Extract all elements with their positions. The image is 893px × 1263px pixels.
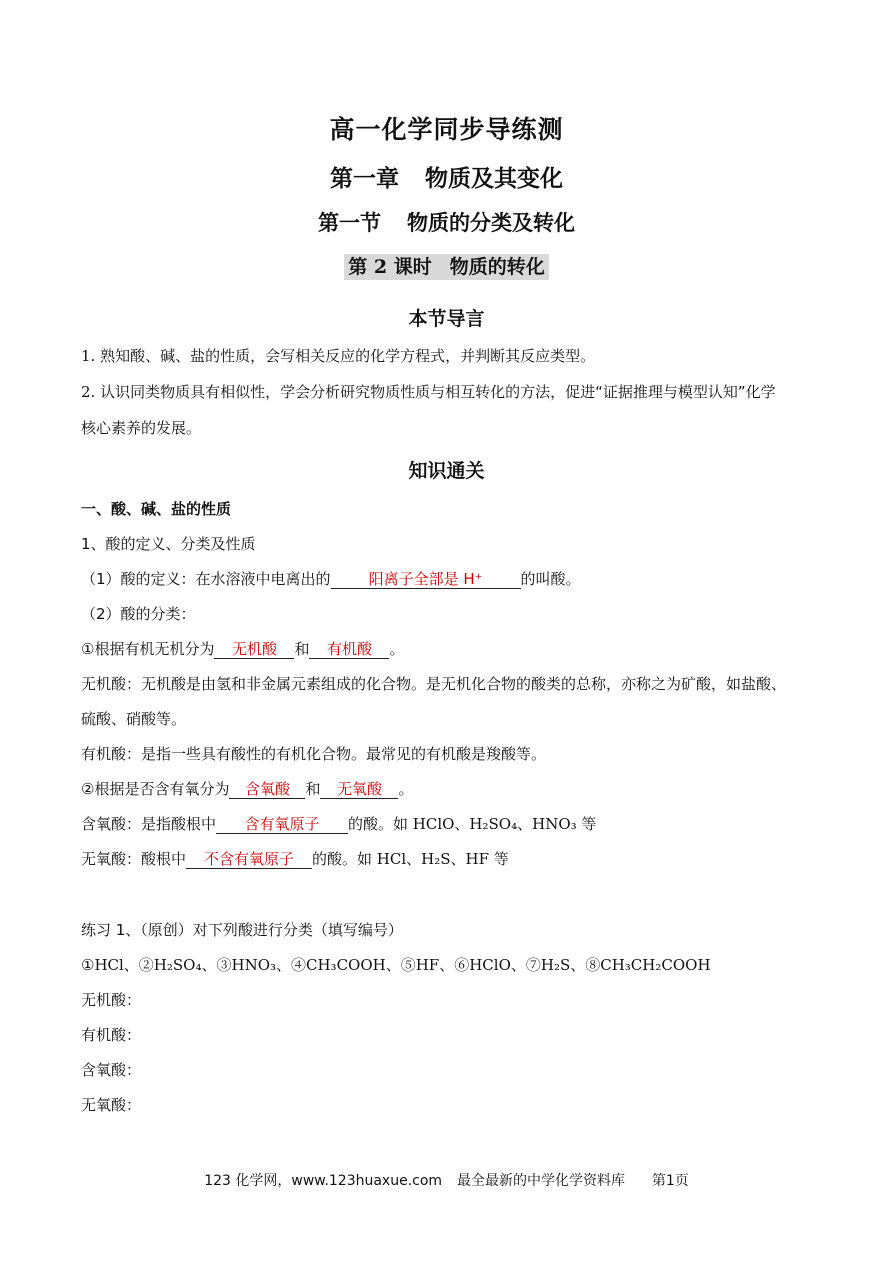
footer-page-number: 第1页 <box>651 1173 689 1189</box>
class2-and: 和 <box>305 780 321 798</box>
chapter-heading <box>0 160 893 193</box>
organic-acid-desc: 有机酸：是指一些具有酸性的有机化合物。最常见的有机酸是羧酸等。 <box>81 745 547 763</box>
exercise-title: 练习 1、（原创）对下列酸进行分类（填写编号） <box>81 921 403 939</box>
chapter-name: 物质及其变化 <box>425 165 563 192</box>
exercise-q-oxyacid: 含氧酸： <box>81 1061 142 1079</box>
acid-definition <box>81 569 581 589</box>
part1-title: 一、酸、碱、盐的性质 <box>81 500 232 518</box>
nonoxyacid-definition <box>81 849 509 869</box>
intro-item-2-number: 2. <box>81 383 96 401</box>
section-name: 物质的分类及转化 <box>407 210 575 235</box>
intro-heading: 本节导言 <box>408 308 485 330</box>
intro-item-1-number: 1. <box>81 347 96 365</box>
class1-end: 。 <box>389 640 405 658</box>
exercise-q-inorganic: 无机酸： <box>81 991 142 1009</box>
lesson-name: 物质的转化 <box>449 256 545 278</box>
lesson-heading <box>0 252 893 279</box>
inorganic-acid-desc: 无机酸：无机酸是由氢和非金属元素组成的化合物。是无机化合物的酸类的总称，亦称之为矿酸，如盐酸、 <box>81 675 787 693</box>
document-title: 高一化学同步导练测 <box>329 115 564 144</box>
class2-prefix: ②根据是否含有氧分为 <box>81 780 230 798</box>
intro-item-1-text: 熟知酸、碱、盐的性质，会写相关反应的化学方程式，并判断其反应类型。 <box>100 347 596 365</box>
knowledge-heading: 知识通关 <box>408 460 485 482</box>
oxyacid-prefix: 含氧酸：是指酸根中 <box>81 815 217 833</box>
lesson-highlight <box>344 254 548 280</box>
section-number: 第一节 <box>318 210 381 235</box>
exercise-q-organic: 有机酸： <box>81 1026 142 1044</box>
oxyacid-suffix: 的酸。如 HClO、H₂SO₄、HNO₃ 等 <box>348 815 597 833</box>
nonoxyacid-answer: 不含有氧原子 <box>186 850 312 869</box>
class2-answer-nonoxyacid: 无氧酸 <box>320 780 398 799</box>
intro-item-2-text: 认识同类物质具有相似性，学会分析研究物质性质与相互转化的方法，促进“证据推理与模型认知”化学 <box>100 383 776 401</box>
section-heading <box>0 207 893 237</box>
intro-item-2 <box>81 382 776 402</box>
footer-site: 123 化学网，www.123huaxue.com <box>204 1173 443 1189</box>
page-footer <box>0 1170 893 1190</box>
exercise-acid-list: ①HCl、②H₂SO₄、③HNO₃、④CH₃COOH、⑤HF、⑥HClO、⑦H₂S、⑧CH₃CH₂COOH <box>81 956 711 974</box>
definition-label: （1）酸的定义：在水溶液中电离出的 <box>81 570 331 588</box>
intro-item-2-continued: 核心素养的发展。 <box>81 419 202 437</box>
nonoxyacid-prefix: 无氧酸：酸根中 <box>81 850 187 868</box>
inorganic-acid-desc-continued: 硫酸、硝酸等。 <box>81 710 187 728</box>
class2-answer-oxyacid: 含氧酸 <box>229 780 305 799</box>
definition-suffix: 的叫酸。 <box>520 570 581 588</box>
nonoxyacid-suffix: 的酸。如 HCl、H₂S、HF 等 <box>312 850 509 868</box>
chapter-number: 第一章 <box>330 165 399 192</box>
classification-organic-inorganic <box>81 639 404 659</box>
acid-classification-label: （2）酸的分类： <box>81 605 196 623</box>
class1-answer-organic: 有机酸 <box>309 640 389 659</box>
oxyacid-answer: 含有氧原子 <box>216 815 348 834</box>
intro-item-1 <box>81 346 595 366</box>
class2-end: 。 <box>398 780 414 798</box>
lesson-number: 第 2 课时 <box>348 256 432 278</box>
class1-prefix: ①根据有机无机分为 <box>81 640 215 658</box>
class1-and: 和 <box>294 640 310 658</box>
footer-description: 最全最新的中学化学资料库 <box>456 1173 625 1189</box>
sub1-title: 1、酸的定义、分类及性质 <box>81 535 256 553</box>
class1-answer-inorganic: 无机酸 <box>214 640 294 659</box>
classification-oxygen <box>81 779 413 799</box>
exercise-q-nonoxyacid: 无氧酸： <box>81 1096 142 1114</box>
definition-answer: 阳离子全部是 H⁺ <box>331 570 521 589</box>
oxyacid-definition <box>81 814 596 834</box>
